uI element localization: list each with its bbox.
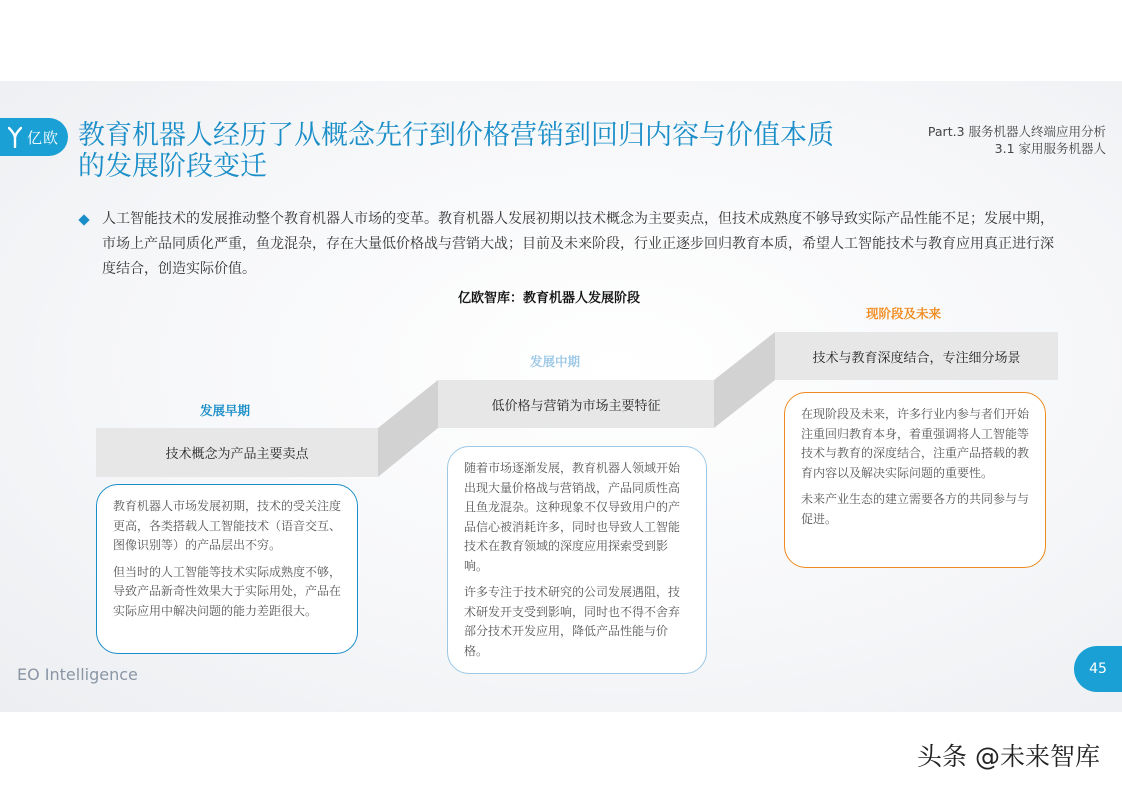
intro-text: 人工智能技术的发展推动整个教育机器人市场的变革。教育机器人发展初期以技术概念为主要卖点，但技术成熟度不够导致实际产品性能不足；发展中期，市场上产品同质化严重，鱼龙混杂，存在大量低价格战与营销大战；目前及未来阶段，行业正逐步回归教育本质，希望人工智能技术与教育应用真正进行深度结合，创造实际价值。 (102, 211, 1054, 277)
footer-brand: EO Intelligence (17, 665, 138, 684)
stage-future-paragraph-2: 未来产业生态的建立需要各方的共同参与与促进。 (801, 492, 1030, 526)
step-connector-2 (714, 332, 775, 428)
stage-mid-paragraph-1: 随着市场逐渐发展，教育机器人领域开始出现大量价格战与营销战，产品同质性高且鱼龙混杂。这种现象不仅导致用户的产品信心被消耗许多，同时也导致人工智能技术在教育领域的深度应用探索受到影响。 (464, 461, 681, 573)
stage-mid-bar: 低价格与营销为市场主要特征 (438, 380, 714, 428)
stage-mid-description (447, 446, 707, 674)
chart-title: 亿欧智库：教育机器人发展阶段 (458, 291, 641, 306)
stage-future-paragraph-1: 在现阶段及未来，许多行业内参与者们开始注重回归教育本身，着重强调将人工智能等技术与教育的深度结合，注重产品搭载的教育内容以及解决实际问题的重要性。 (801, 407, 1030, 480)
watermark-text: 头条 @未来智库 (917, 742, 1100, 771)
stage-early-label: 发展早期 (200, 403, 251, 418)
stage-mid-label: 发展中期 (530, 354, 581, 369)
page-number: 45 (1074, 646, 1122, 692)
stage-early-paragraph-2: 但当时的人工智能等技术实际成熟度不够，导致产品新奇性效果大于实际用处，产品在实际应用中解决问题的能力差距很大。 (113, 564, 342, 618)
page-title: 教育机器人经历了从概念先行到价格营销到回归内容与价值本质的发展阶段变迁 (78, 120, 834, 182)
stage-early-bar: 技术概念为产品主要卖点 (96, 428, 378, 477)
logo-text: 亿欧 (27, 128, 60, 147)
stage-future-bar: 技术与教育深度结合，专注细分场景 (775, 332, 1058, 380)
stage-future-label: 现阶段及未来 (866, 306, 942, 321)
step-connector-1 (378, 380, 438, 477)
stage-early-description (96, 484, 358, 654)
stage-mid-paragraph-2: 许多专注于技术研究的公司发展遇阻，技术研发开支受到影响，同时也不得不舍弃部分技术开发应用，降低产品性能与价格。 (464, 585, 681, 658)
section-part: Part.3 服务机器人终端应用分析 (927, 124, 1106, 139)
stage-early-paragraph-1: 教育机器人市场发展初期，技术的受关注度更高，各类搭载人工智能技术（语音交互、图像识别等）的产品层出不穷。 (113, 499, 342, 552)
stage-future-description (784, 392, 1046, 568)
section-sub: 3.1 家用服务机器人 (994, 141, 1106, 156)
